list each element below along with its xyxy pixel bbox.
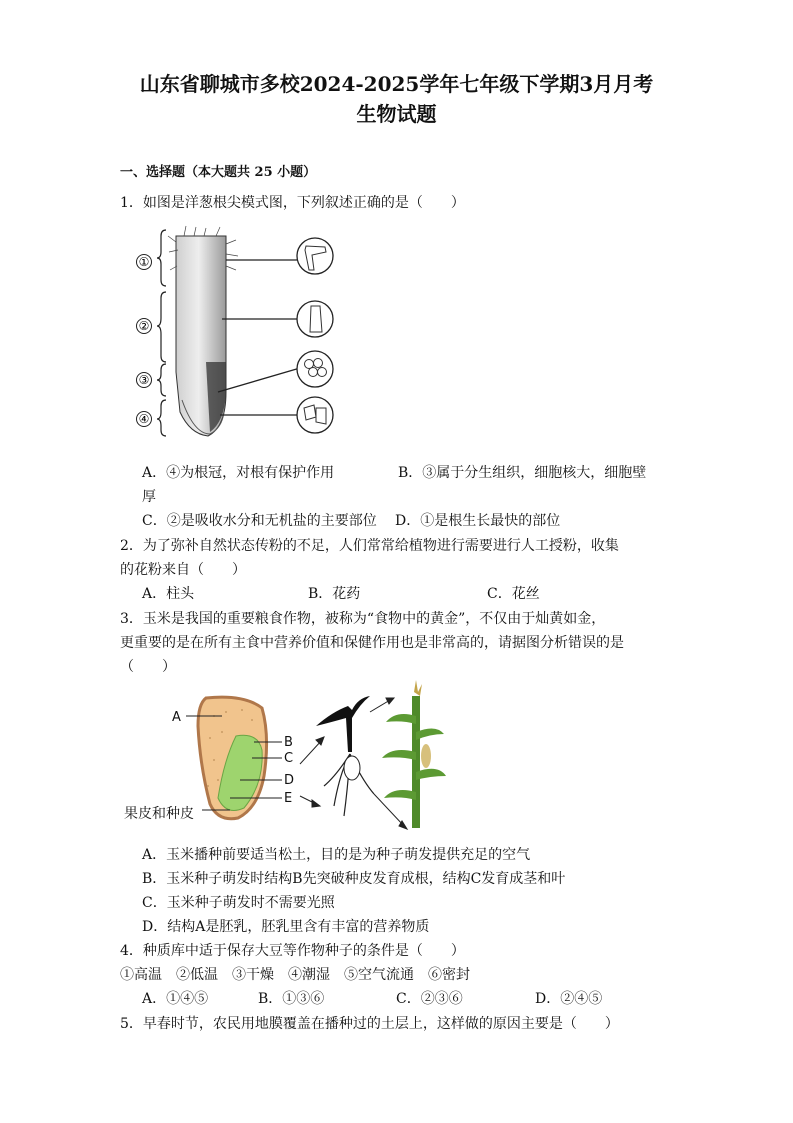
seed-label-c: C <box>284 751 294 766</box>
q4-option-a: A．①④⑤ <box>142 991 209 1007</box>
zone-label-4: ④ <box>138 412 150 426</box>
q3-option-b: B．玉米种子萌发时结构B先突破种皮发育成根，结构C发育成茎和叶 <box>142 871 566 887</box>
q3-stem-line1: 3．玉米是我国的重要粮食作物，被称为“食物中的黄金”，不仅由于灿黄如金， <box>120 611 606 627</box>
q2-option-a: A．柱头 <box>142 586 195 602</box>
q3-stem-line2: 更重要的是在所有主食中营养价值和保健作用也是非常高的，请据图分析错误的是 <box>120 635 624 651</box>
q1-option-a: A．④为根冠，对根有保护作用 <box>142 465 335 481</box>
q3-option-a: A．玉米播种前要适当松土，目的是为种子萌发提供充足的空气 <box>142 847 531 863</box>
onion-root-tip-figure <box>128 222 348 444</box>
q4-option-d: D．②④⑤ <box>535 991 603 1007</box>
q4-stem: 4．种质库中适于保存大豆等作物种子的条件是（ ） <box>120 943 465 959</box>
q3-option-c: C．玉米种子萌发时不需要光照 <box>142 895 335 911</box>
q4-option-c: C．②③⑥ <box>396 991 463 1007</box>
document-title-line1: 山东省聊城市多校2024-2025学年七年级下学期3月月考 <box>139 72 654 96</box>
q4-conditions: ①高温 ②低温 ③干燥 ④潮湿 ⑤空气流通 ⑥密封 <box>120 967 470 983</box>
q3-stem-line3: （ ） <box>120 659 176 675</box>
q1-option-b: B．③属于分生组织，细胞核大，细胞壁 <box>398 465 647 481</box>
section-heading: 一、选择题（本大题共 25 小题） <box>120 165 317 180</box>
q2-stem-line1: 2．为了弥补自然状态传粉的不足，人们常常给植物进行需要进行人工授粉，收集 <box>120 538 619 554</box>
q2-stem-line2: 的花粉来自（ ） <box>120 562 246 578</box>
seed-label-a: A <box>172 710 181 725</box>
q5-stem: 5．早春时节，农民用地膜覆盖在播种过的土层上，这样做的原因主要是（ ） <box>120 1016 619 1032</box>
document-title-line2: 生物试题 <box>356 102 437 126</box>
seed-label-b: B <box>284 735 293 750</box>
zone-label-2: ② <box>138 319 150 333</box>
zone-label-1: ① <box>138 255 150 269</box>
zone-label-3: ③ <box>138 373 150 387</box>
q1-stem: 1．如图是洋葱根尖模式图，下列叙述正确的是（ ） <box>120 195 465 211</box>
seed-label-d: D <box>284 773 295 788</box>
q2-option-b: B．花药 <box>308 586 361 602</box>
q3-option-d: D．结构A是胚乳，胚乳里含有丰富的营养物质 <box>142 919 430 935</box>
seed-label-pericarp: 果皮和种皮 <box>124 806 194 822</box>
q2-option-c: C．花丝 <box>487 586 540 602</box>
q1-option-b-cont: 厚 <box>142 489 156 505</box>
seed-label-e: E <box>284 791 293 806</box>
q1-option-c: C．②是吸收水分和无机盐的主要部位 <box>142 513 377 529</box>
q1-option-d: D．①是根生长最快的部位 <box>395 513 561 529</box>
q4-option-b: B．①③⑥ <box>258 991 325 1007</box>
